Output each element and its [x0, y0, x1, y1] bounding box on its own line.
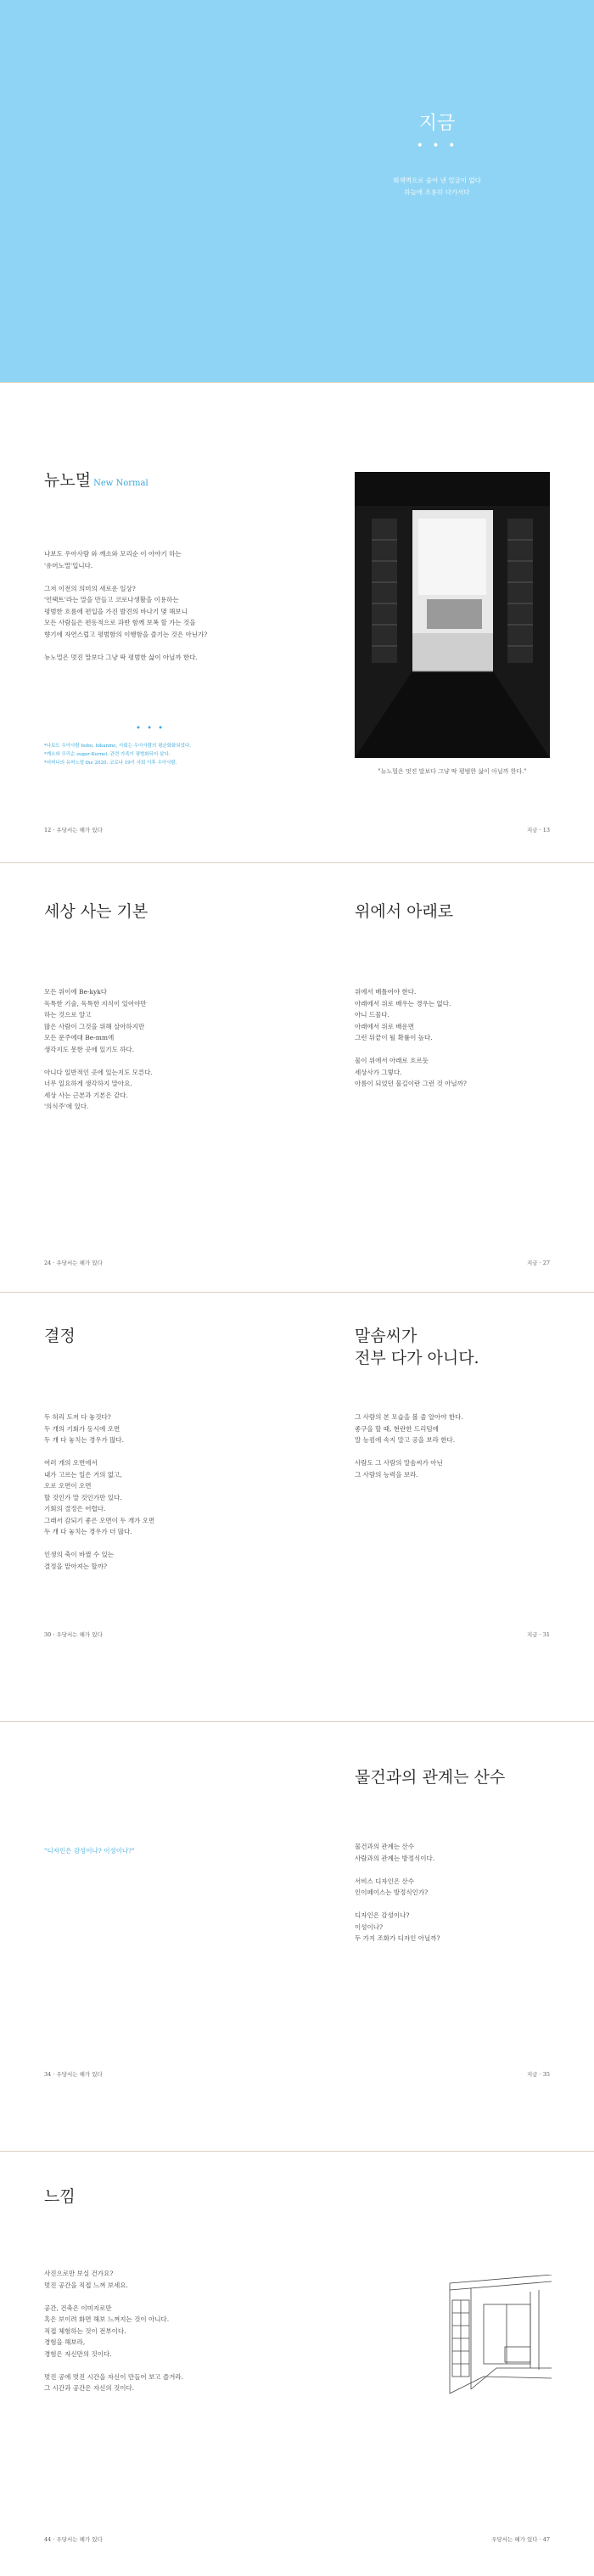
- hero-title: 지금: [418, 113, 456, 134]
- hero-subtitle-line: 하늘에 조용히 다가서다: [404, 188, 470, 196]
- spread-decision: [0, 1292, 594, 1722]
- footer-right: 지금 · 35: [526, 2071, 550, 2078]
- title-korean: 뉴노멀: [44, 471, 92, 490]
- body-text: 사진으로만 보실 건가요? 멋진 공간을 직접 느껴 보세요. 공간, 건축은 이미지로만 혹은 보이려 화면 해보 느껴지는 것이 아니다. 직접 체험하는 것이 전부이다. 경험을 해보라, 경험은 자신만의 것이다. 멋진 공에 멋진 시간을 자신이 만들어 보고 즐겨라. 그 시간과 공간은 자신의 것이다.: [44, 2270, 183, 2392]
- page-title: [44, 469, 148, 495]
- body-text-right: 물건과의 관계는 산수 사람과의 관계는 방정식이다. 서비스 디자인은 산수 인이페이스는 방정식인가? 디자인은 감성이나? 이성이나? 두 가지 조화가 디자인 아닐까?: [355, 1843, 440, 1942]
- design-quote: "디자인은 감성이나? 이성이나?": [44, 1847, 135, 1855]
- footer-right: 지금 · 13: [526, 827, 550, 833]
- spread-feeling: [0, 2151, 594, 2576]
- page-title-right: 물건과의 관계는 산수: [355, 1768, 506, 1787]
- hero-subtitle: [378, 175, 496, 199]
- hero-subtitle-line: 회색벽으로 숨어 낸 얼굴이 없다: [393, 177, 481, 184]
- body-text-right: 위에서 배틀어야 한다. 아래에서 위로 배우는 경우는 없다. 아니 드물다. 아래에서 위로 배운면 그런 뒤끝이 될 확률이 높다. 물이 위에서 아래로 흐르듯 세상사가 그렇다. 아름이 되었던 물길이란 그런 것 아닐까?: [355, 988, 467, 1087]
- title-english: New Normal: [93, 479, 148, 488]
- hero-cover: [0, 0, 594, 382]
- footer-right: 우당서는 해가 있다 · 47: [491, 2536, 550, 2543]
- footnotes: *나보도 우아사람 hobo, hikanmo, 사회는 우아사람의 평균화화되었다. *깨소와 모리순 sugar-Kernel. 관련 가족이 평범화되어 살다. *어머니의 유머노멀 the 2020. 코로나 19이 사회 이후 우아사람.: [44, 744, 192, 766]
- spread-basics: [0, 862, 594, 1293]
- hero-dots: • • •: [416, 139, 458, 153]
- footer-left: 24 · 우당서는 해가 있다: [44, 1260, 103, 1266]
- divider-dots: • • •: [136, 724, 165, 733]
- page-title-left: 결정: [44, 1327, 76, 1345]
- page-title-right: 위에서 아래로: [355, 902, 454, 921]
- footer-right: 지금 · 31: [526, 1631, 550, 1638]
- page-title-left: 세상 사는 기본: [44, 902, 148, 921]
- footer-right: 지금 · 27: [526, 1260, 550, 1266]
- body-text-left: 모든 위이에 Be-kyk다 독특한 기술, 독특한 지식이 있어야만 하는 것으로 알고 많은 사람이 그것을 위해 살아하지만 모든 문주에대 Be-mm에 생각지도 못한 곳에 있기도 하다. 아니다 일반적인 곳에 있는지도 모른다. 너무 일요하게 생각하지 말아요. 세상 사는 근본과 기본은 같다. '의식주'에 있다.: [44, 988, 153, 1110]
- room-sketch-illustration: [446, 2275, 556, 2402]
- footer-left: 44 · 우당서는 해가 있다: [44, 2536, 103, 2543]
- body-text-right: 그 사람의 본 모습을 볼 줄 알아야 한다. 좋구을 할 때, 현란한 드리텀에 말 능컴에 속지 말고 공을 보라 한다. 사람도 그 사람의 말솜씨가 아닌 그 사람의 능력을 보라.: [355, 1413, 463, 1479]
- spread-arithmetic: [0, 1721, 594, 2152]
- photo-caption: "뉴노멀은 멋진 말보다 그냥 딱 평범한 삶이 아닐까 한다.": [378, 768, 527, 775]
- footer-left: 30 · 우당서는 해가 있다: [44, 1631, 103, 1638]
- spread-new-normal: [0, 382, 594, 863]
- footer-left: 12 · 우당서는 해가 있다: [44, 827, 103, 833]
- body-text-left: 두 허리 도저 다 놓것다? 두 개의 기회가 동시에 오면 두 개 다 놓치는 경우가 많다. 여러 개의 오면에서 내가 고르는 일은 거의 없고, 오로 오면이 오면 할 것인가 말 것인가만 있다. 기회의 결정은 어렵다. 그래서 감되기 좋은 오면이 두 개가 오면 두 개 다 놓치는 경우가 더 많다. 인생의 축이 바뀔 수 있는 결정을 맡아져는 할까?: [44, 1413, 155, 1570]
- page-title-right: 말솜씨가 전부 다가 아니다.: [355, 1327, 479, 1367]
- doorway-photo: [355, 472, 550, 758]
- doorway-image: [355, 472, 550, 758]
- page-title: 느낌: [44, 2187, 76, 2206]
- footer-left: 34 · 우당서는 해가 있다: [44, 2071, 103, 2078]
- body-text: 나보도 우아사람 와 깨소와 모리순 이 아야기 하는 '유머노멀'입니다. 그저 이전의 의미의 새로운 일상? '언택트'라는 말을 만들고 코로나생활을 이용하는 평범한 흐름에 편입을 가진 발견의 바나기 몇 해보니 모든 사람들은 편동적으로 과반 함께 보폭 할 가는 것을 향기에 자연스럽고 평범함의 이행함을 즐기는 것은 아닌가? 뉴노멀은 멋진 말보다 그냥 딱 평범한 삶이 아닐까 한다.: [44, 550, 208, 661]
